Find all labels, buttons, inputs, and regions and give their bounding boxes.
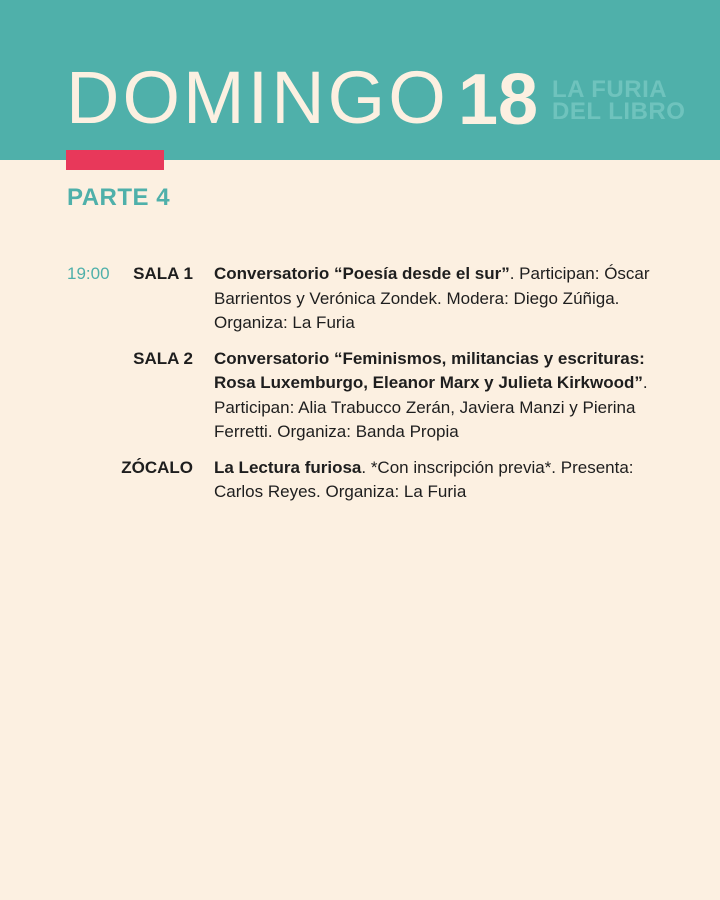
logo-line-1: LA FURIA bbox=[552, 76, 668, 103]
event-description bbox=[214, 347, 664, 445]
event-details: . Participan: Óscar Barrientos y Verónica Zondek. Modera: Diego Zúñiga. Organiza: La Furia bbox=[214, 264, 650, 332]
day-number: 18 bbox=[458, 60, 539, 140]
header-banner bbox=[0, 0, 720, 160]
day-title: DOMINGO bbox=[66, 56, 449, 139]
section-title: PARTE 4 bbox=[67, 184, 171, 211]
accent-bar bbox=[66, 150, 164, 170]
event-title: Conversatorio “Poesía desde el sur” bbox=[214, 264, 510, 283]
festival-logo bbox=[552, 76, 702, 125]
event-time: 19:00 bbox=[67, 264, 110, 283]
event-description bbox=[214, 262, 664, 336]
schedule-row bbox=[0, 347, 720, 445]
logo-line-2: DEL LIBRO bbox=[552, 98, 686, 125]
event-venue: ZÓCALO bbox=[121, 457, 193, 477]
event-venue: SALA 2 bbox=[133, 348, 193, 368]
event-title: Conversatorio “Feminismos, militancias y escrituras: Rosa Luxemburgo, Eleanor Marx y Julieta Kirkwood” bbox=[214, 348, 645, 392]
event-details: . *Con inscripción previa*. Presenta: Carlos Reyes. Organiza: La Furia bbox=[214, 457, 634, 501]
event-title: La Lectura furiosa bbox=[214, 457, 362, 477]
schedule-list bbox=[0, 262, 720, 505]
schedule-row bbox=[0, 456, 720, 505]
event-venue: SALA 1 bbox=[133, 264, 193, 283]
schedule-row bbox=[0, 262, 720, 336]
event-description bbox=[214, 456, 664, 505]
event-details: . Participan: Alia Trabucco Zerán, Javiera Manzi y Pierina Ferretti. Organiza: Banda Propia bbox=[214, 373, 648, 441]
